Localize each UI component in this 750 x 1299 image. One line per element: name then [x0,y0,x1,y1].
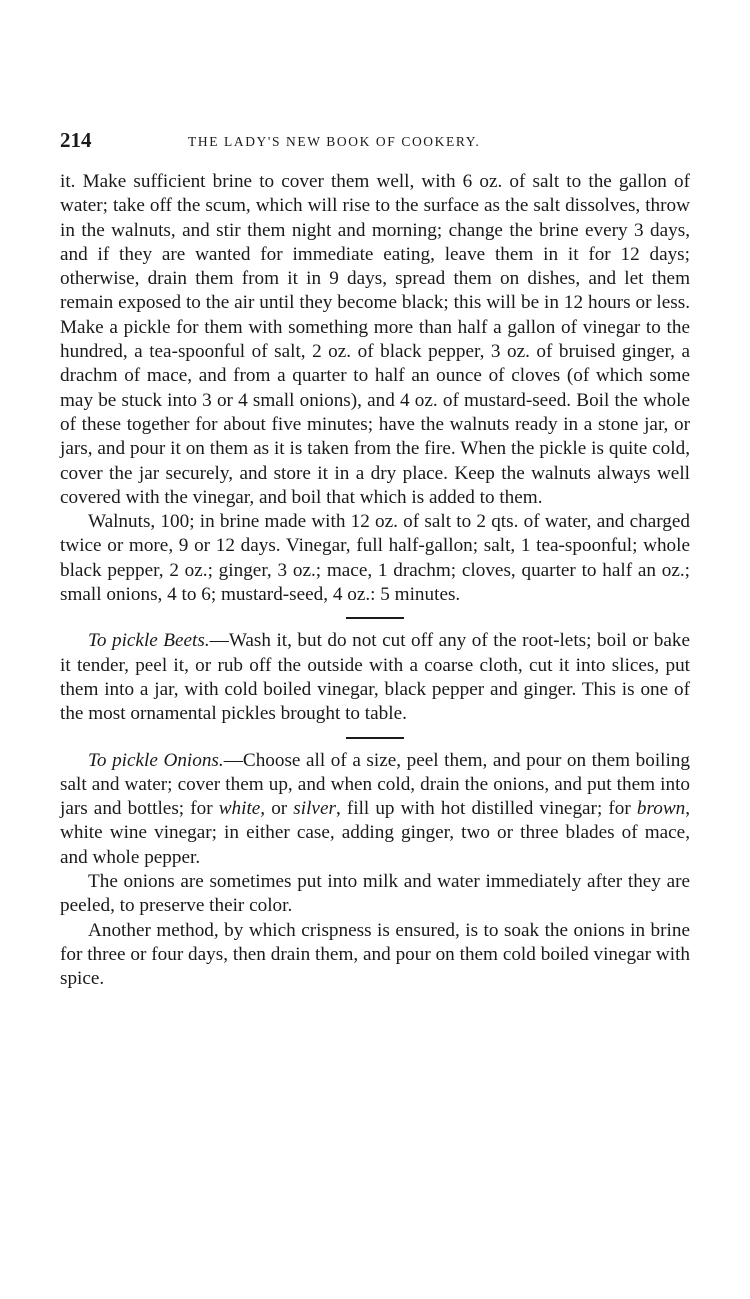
page-body [60,170,690,992]
onions-recipe [60,749,690,870]
beets-text: —Wash it, but do not cut off any of the root-lets; boil or bake it tender, peel it, or rub off the outside with a coarse cloth, cut it into slices, put them into a jar, with cold boiled vinegar, black pepper and ginger. This is one of the most ornamental pickles brought to table. [60,630,690,725]
onions-title: To pickle Onions. [88,749,224,771]
beets-recipe [60,629,690,726]
onions-text-c: , fill up with hot distilled vinegar; for [335,798,637,820]
section-divider [346,617,404,619]
page-header [60,128,700,158]
onions-brown: brown [636,798,686,820]
walnuts-summary: Walnuts, 100; in brine made with 12 oz. of salt to 2 qts. of water, and charged twice or more, 9 or 12 days. Vinegar, full half-gallon; salt, 1 tea-spoonful; whole black pepper, 2 oz.; ginger, 3 oz.; mace, 1 drachm; cloves, quarter to half an oz.; small onions, 4 to 6; mustard-seed, 4 oz.: 5 minutes. [60,511,690,606]
onions-silver: silver [293,798,336,820]
onions-paragraph-2: The onions are sometimes put into milk and water immediately after they are peeled, to preserve their color. [60,871,690,917]
section-divider [346,737,404,739]
walnuts-paragraph: it. Make sufficient brine to cover them well, with 6 oz. of salt to the gallon of water; take off the scum, which will rise to the surface as the salt dissolves, throw in the walnuts, and stir them night and morning; change the brine every 3 days, and if they are wanted for immediate eating, leave them in it for 12 days; otherwise, drain them from it in 9 days, spread them on dishes, and let them remain exposed to the air until they become black; this will be in 12 hours or less. Make a pickle for them with something more than half a gallon of vinegar to the hundred, a tea-spoonful of salt, 2 oz. of black pepper, 3 oz. of bruised ginger, a drachm of mace, and from a quarter to half an ounce of cloves (of which some may be stuck into 3 or 4 small onions), and 4 oz. of mustard-seed. Boil the whole of these together for about five minutes; have the walnuts ready in a stone jar, or jars, and pour it on them as it is taken from the fire. When the pickle is quite cold, cover the jar securely, and store it in a dry place. Keep the walnuts always well covered with the vinegar, and boil that which is added to them. [60,171,690,508]
onions-text-a: —Choose all of a size, peel them, and pour on them boiling salt and water; cover them up, and when cold, drain the onions, and put them into jars and bottles; for [60,749,690,820]
page-number: 214 [60,128,92,152]
onions-text-d: , white wine vinegar; in either case, adding ginger, two or three blades of mace, and whole pepper. [60,798,691,868]
onions-paragraph-3: Another method, by which crispness is ensured, is to soak the onions in brine for three or four days, then drain them, and pour on them cold boiled vinegar with spice. [60,919,690,990]
onions-text-b: or [265,798,294,820]
running-title: THE LADY'S NEW BOOK OF COOKERY. [188,134,481,149]
beets-title: To pickle Beets. [88,630,210,652]
onions-white: white, [218,798,266,820]
